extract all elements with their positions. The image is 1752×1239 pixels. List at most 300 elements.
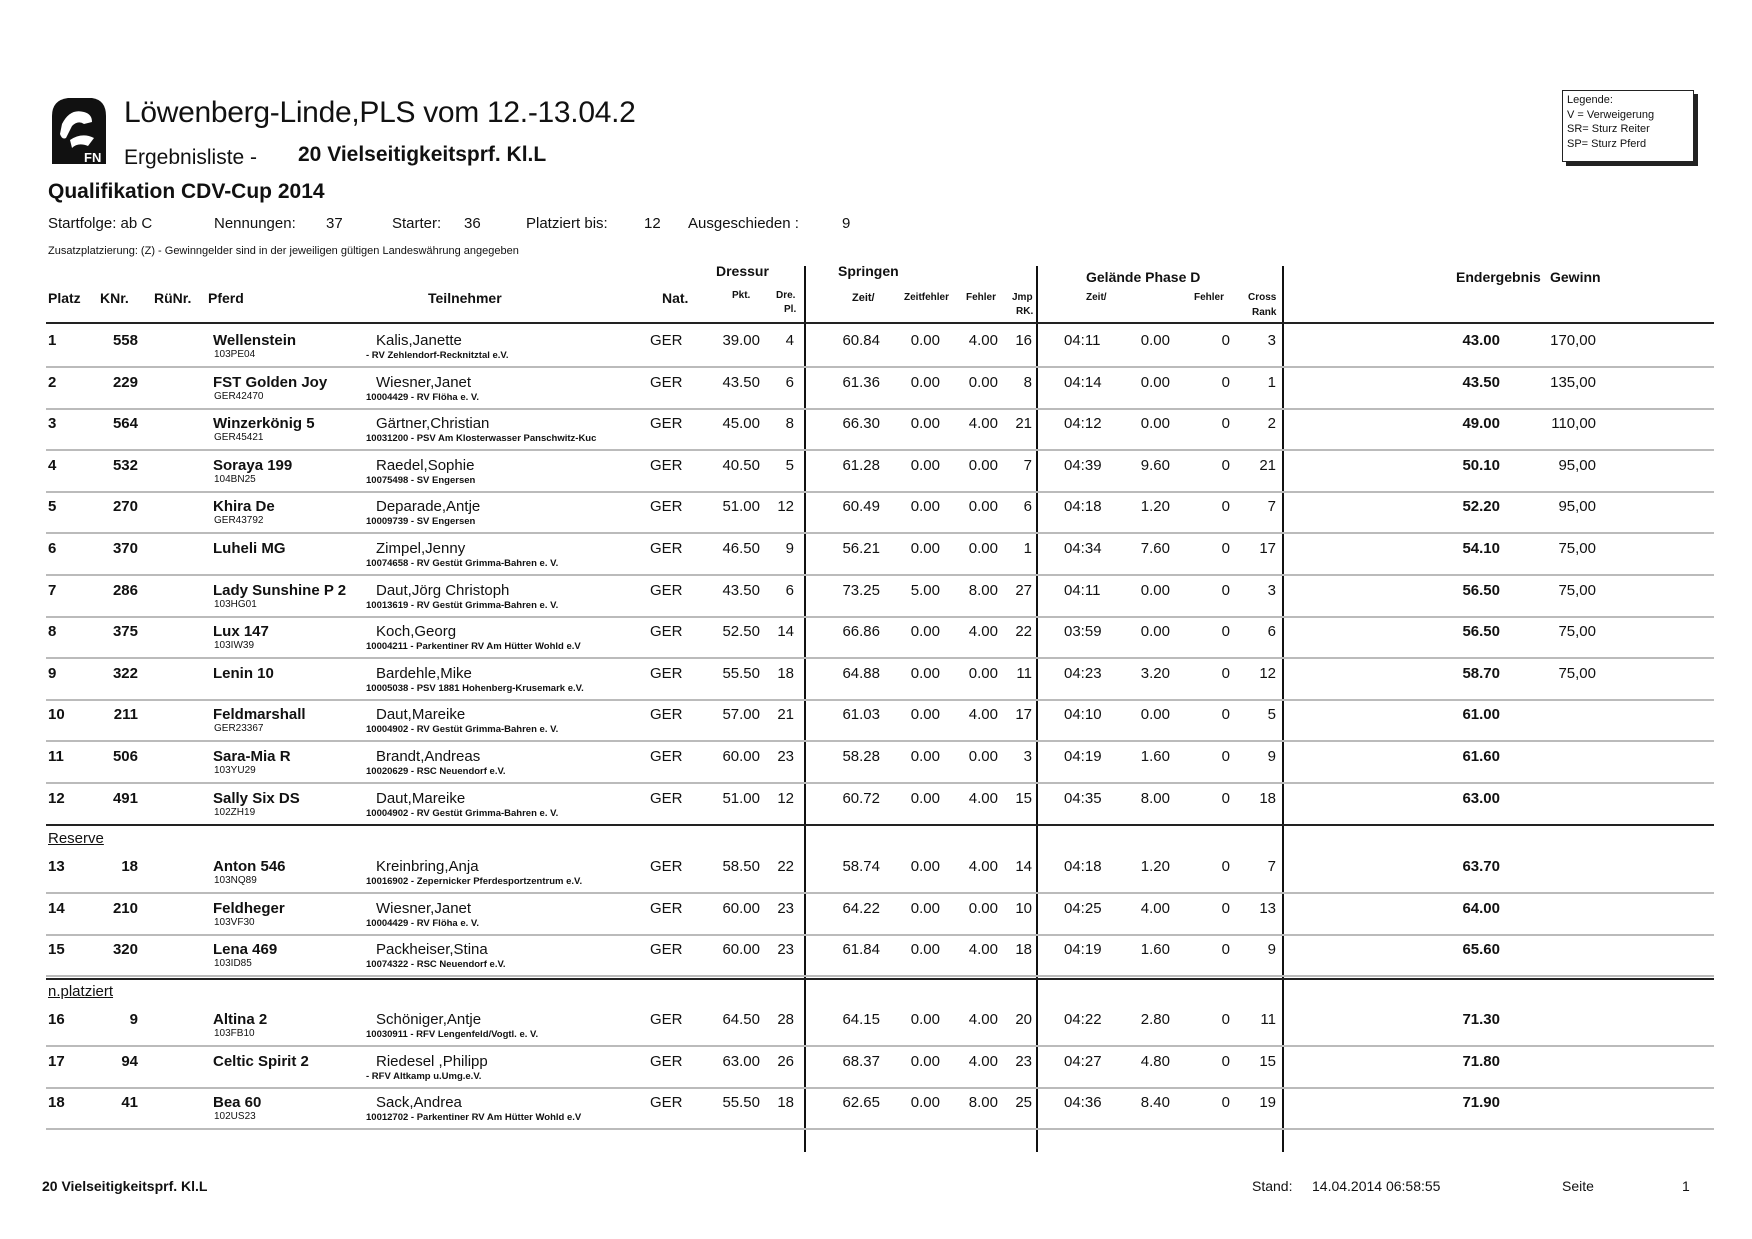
cell-s-f: 8.00 bbox=[968, 582, 998, 599]
cell-s-zf: 0.00 bbox=[910, 332, 940, 349]
cell-horse-id: GER42470 bbox=[214, 391, 264, 402]
cell-club: 10074658 - RV Gestüt Grimma-Bahren e. V. bbox=[366, 558, 559, 569]
col-knr: KNr. bbox=[100, 290, 129, 306]
cell-pkt: 63.00 bbox=[722, 1053, 760, 1070]
cell-platz: 1 bbox=[48, 332, 57, 349]
cell-club: 10074322 - RSC Neuendorf e.V. bbox=[366, 959, 506, 970]
cell-horse-id: 103HG01 bbox=[214, 599, 257, 610]
cell-rank: 11 bbox=[1260, 1011, 1276, 1028]
cell-platz: 11 bbox=[48, 748, 64, 765]
cell-g-f: 0 bbox=[1221, 858, 1230, 875]
cell-name: Kalis,Janette bbox=[376, 332, 462, 349]
cell-nat: GER bbox=[650, 900, 683, 917]
cell-end: 64.00 bbox=[1462, 900, 1500, 917]
cell-rank: 7 bbox=[1267, 498, 1276, 515]
cell-pkt: 51.00 bbox=[722, 790, 760, 807]
col-springen: Springen bbox=[838, 263, 899, 279]
cell-g-zeit: 04:35 bbox=[1064, 790, 1102, 807]
cell-g-zf: 8.40 bbox=[1140, 1094, 1170, 1111]
cell-s-f: 0.00 bbox=[968, 540, 998, 557]
qualification-title: Qualifikation CDV-Cup 2014 bbox=[48, 180, 325, 203]
cell-gewinn: 75,00 bbox=[1558, 623, 1596, 640]
cell-pkt: 60.00 bbox=[722, 748, 760, 765]
cell-g-zeit: 04:36 bbox=[1064, 1094, 1102, 1111]
cell-club: 10004902 - RV Gestüt Grimma-Bahren e. V. bbox=[366, 808, 559, 819]
cell-s-zeit: 58.74 bbox=[842, 858, 880, 875]
cell-g-zeit: 04:11 bbox=[1064, 332, 1101, 349]
cell-jmp: 17 bbox=[1015, 706, 1032, 723]
cell-s-zf: 0.00 bbox=[910, 540, 940, 557]
cell-horse-id: GER43792 bbox=[214, 515, 264, 526]
table-row bbox=[0, 617, 1752, 659]
cell-s-f: 4.00 bbox=[968, 790, 998, 807]
cell-jmp: 3 bbox=[1023, 748, 1032, 765]
cell-end: 61.00 bbox=[1462, 706, 1500, 723]
cell-s-zf: 0.00 bbox=[910, 665, 940, 682]
cell-g-f: 0 bbox=[1221, 790, 1230, 807]
footer-seite-value: 1 bbox=[1682, 1178, 1690, 1194]
cell-horse-id: 103FB10 bbox=[214, 1028, 255, 1039]
cell-g-f: 0 bbox=[1221, 623, 1230, 640]
cell-g-zf: 9.60 bbox=[1140, 457, 1170, 474]
cell-gewinn: 75,00 bbox=[1558, 582, 1596, 599]
footer-event: 20 Vielseitigkeitsprf. Kl.L bbox=[42, 1178, 208, 1194]
cell-g-f: 0 bbox=[1221, 900, 1230, 917]
cell-rank: 7 bbox=[1267, 858, 1276, 875]
cell-pkt: 55.50 bbox=[722, 1094, 760, 1111]
cell-name: Zimpel,Jenny bbox=[376, 540, 466, 557]
cell-knr: 270 bbox=[112, 498, 138, 515]
cell-name: Raedel,Sophie bbox=[376, 457, 475, 474]
cell-dpl: 14 bbox=[777, 623, 794, 640]
col-gewinn: Gewinn bbox=[1550, 269, 1601, 285]
col-pkt: Pkt. bbox=[732, 290, 751, 301]
cell-s-zf: 0.00 bbox=[910, 790, 940, 807]
table-row bbox=[0, 1047, 1752, 1089]
cell-platz: 3 bbox=[48, 415, 57, 432]
cell-g-f: 0 bbox=[1221, 498, 1230, 515]
cell-pferd: Celtic Spirit 2 bbox=[213, 1053, 309, 1070]
cell-horse-id: 103VF30 bbox=[214, 917, 255, 928]
cell-horse-id: 104BN25 bbox=[214, 474, 256, 485]
cell-g-f: 0 bbox=[1221, 457, 1230, 474]
cell-g-zeit: 04:22 bbox=[1064, 1011, 1102, 1028]
col-nat: Nat. bbox=[662, 290, 689, 306]
cell-end: 65.60 bbox=[1462, 941, 1500, 958]
cell-name: Daut,Mareike bbox=[376, 790, 466, 807]
cell-g-zf: 1.20 bbox=[1140, 858, 1170, 875]
col-ruenr: RüNr. bbox=[154, 290, 192, 306]
cell-knr: 211 bbox=[113, 706, 138, 723]
cell-pferd: Feldheger bbox=[213, 900, 285, 917]
cell-rank: 2 bbox=[1267, 415, 1276, 432]
cell-pferd: Lux 147 bbox=[213, 623, 269, 640]
cell-gewinn: 110,00 bbox=[1551, 415, 1596, 432]
cell-rank: 17 bbox=[1259, 540, 1276, 557]
cell-platz: 2 bbox=[48, 374, 57, 391]
cell-s-zf: 0.00 bbox=[910, 748, 940, 765]
cell-horse-id: 103NQ89 bbox=[214, 875, 257, 886]
table-row bbox=[0, 742, 1752, 784]
cell-name: Sack,Andrea bbox=[376, 1094, 462, 1111]
cell-end: 52.20 bbox=[1462, 498, 1500, 515]
cell-platz: 17 bbox=[48, 1053, 65, 1070]
cell-g-f: 0 bbox=[1221, 1094, 1230, 1111]
cell-club: 10016902 - Zepernicker Pferdesportzentrum e.V. bbox=[366, 876, 583, 887]
starter-value: 36 bbox=[464, 215, 481, 232]
cell-pkt: 60.00 bbox=[722, 941, 760, 958]
cell-dpl: 6 bbox=[785, 582, 794, 599]
cell-jmp: 25 bbox=[1015, 1094, 1032, 1111]
cell-rank: 21 bbox=[1259, 457, 1276, 474]
logo-text: FN bbox=[84, 150, 102, 165]
cell-club: 10004429 - RV Flöha e. V. bbox=[366, 392, 480, 403]
cell-g-zf: 0.00 bbox=[1140, 623, 1170, 640]
cell-g-zf: 4.00 bbox=[1140, 900, 1170, 917]
cell-knr: 532 bbox=[112, 457, 138, 474]
cell-nat: GER bbox=[650, 941, 683, 958]
cell-dpl: 18 bbox=[777, 1094, 794, 1111]
cell-g-zeit: 03:59 bbox=[1064, 623, 1102, 640]
cell-s-zf: 0.00 bbox=[910, 457, 940, 474]
cell-rank: 6 bbox=[1267, 623, 1276, 640]
legend-box bbox=[1562, 90, 1694, 162]
cell-g-zeit: 04:14 bbox=[1064, 374, 1102, 391]
cell-knr: 18 bbox=[121, 858, 138, 875]
cell-pferd: Wellenstein bbox=[213, 332, 297, 349]
cell-g-zeit: 04:39 bbox=[1064, 457, 1102, 474]
cell-name: Riedesel ,Philipp bbox=[376, 1053, 488, 1070]
cell-name: Wiesner,Janet bbox=[376, 900, 472, 917]
cell-g-zeit: 04:18 bbox=[1064, 858, 1102, 875]
cell-club: 10031200 - PSV Am Klosterwasser Panschwitz-Kuc bbox=[366, 433, 597, 444]
cell-end: 54.10 bbox=[1462, 540, 1500, 557]
col-s-zeit: Zeit/ bbox=[852, 292, 875, 304]
cell-pferd: Lenin 10 bbox=[213, 665, 274, 682]
cell-g-f: 0 bbox=[1221, 415, 1230, 432]
cell-s-f: 0.00 bbox=[968, 900, 998, 917]
cell-g-f: 0 bbox=[1221, 540, 1230, 557]
cell-club: 10004429 - RV Flöha e. V. bbox=[366, 918, 480, 929]
cell-knr: 229 bbox=[112, 374, 138, 391]
cell-horse-id: 103YU29 bbox=[214, 765, 256, 776]
section-rule bbox=[46, 824, 1714, 826]
cell-dpl: 5 bbox=[785, 457, 794, 474]
cell-name: Koch,Georg bbox=[376, 623, 457, 640]
cell-nat: GER bbox=[650, 332, 683, 349]
cell-end: 56.50 bbox=[1462, 582, 1500, 599]
cell-nat: GER bbox=[650, 665, 683, 682]
cell-g-zf: 1.60 bbox=[1140, 748, 1170, 765]
cell-s-f: 4.00 bbox=[968, 858, 998, 875]
cell-dpl: 23 bbox=[777, 748, 794, 765]
cell-rank: 1 bbox=[1267, 374, 1276, 391]
cell-name: Wiesner,Janet bbox=[376, 374, 472, 391]
cell-s-zeit: 61.36 bbox=[842, 374, 880, 391]
cell-s-zf: 0.00 bbox=[910, 374, 940, 391]
cell-end: 43.50 bbox=[1462, 374, 1500, 391]
cell-platz: 6 bbox=[48, 540, 57, 557]
section-rule bbox=[46, 978, 1714, 980]
cell-g-zeit: 04:10 bbox=[1064, 706, 1102, 723]
col-dre: Dre. bbox=[776, 290, 796, 301]
cell-s-zeit: 66.86 bbox=[842, 623, 880, 640]
cell-name: Deparade,Antje bbox=[376, 498, 481, 515]
cell-pferd: Sally Six DS bbox=[213, 790, 300, 807]
cell-nat: GER bbox=[650, 540, 683, 557]
cell-platz: 16 bbox=[48, 1011, 65, 1028]
cell-g-zf: 0.00 bbox=[1140, 415, 1170, 432]
cell-knr: 322 bbox=[112, 665, 138, 682]
cell-knr: 564 bbox=[112, 415, 138, 432]
cell-horse-id: 103PE04 bbox=[214, 349, 256, 360]
cell-s-zeit: 60.72 bbox=[842, 790, 880, 807]
cell-s-zf: 0.00 bbox=[910, 941, 940, 958]
cell-s-zeit: 64.88 bbox=[842, 665, 880, 682]
cell-s-f: 4.00 bbox=[968, 1053, 998, 1070]
cell-end: 71.90 bbox=[1462, 1094, 1500, 1111]
row-divider bbox=[46, 1128, 1714, 1130]
cell-dpl: 12 bbox=[777, 498, 794, 515]
cell-platz: 18 bbox=[48, 1094, 65, 1111]
cell-pkt: 45.00 bbox=[722, 415, 760, 432]
cell-g-zf: 3.20 bbox=[1140, 665, 1170, 682]
cell-rank: 15 bbox=[1259, 1053, 1276, 1070]
cell-nat: GER bbox=[650, 858, 683, 875]
cell-dpl: 23 bbox=[777, 941, 794, 958]
cell-name: Schöniger,Antje bbox=[376, 1011, 482, 1028]
cell-s-zf: 0.00 bbox=[910, 1011, 940, 1028]
startfolge: Startfolge: ab C bbox=[48, 215, 153, 232]
table-row bbox=[0, 1005, 1752, 1047]
cell-jmp: 11 bbox=[1016, 665, 1032, 682]
cell-name: Packheiser,Stina bbox=[376, 941, 488, 958]
cell-pferd: Lady Sunshine P 2 bbox=[213, 582, 347, 599]
cell-dpl: 23 bbox=[777, 900, 794, 917]
cell-horse-id: 102US23 bbox=[214, 1111, 256, 1122]
cell-pkt: 57.00 bbox=[722, 706, 760, 723]
cell-g-zeit: 04:34 bbox=[1064, 540, 1102, 557]
col-cross: Cross bbox=[1248, 292, 1277, 303]
cell-knr: 320 bbox=[112, 941, 138, 958]
cell-jmp: 23 bbox=[1015, 1053, 1032, 1070]
table-row bbox=[0, 1088, 1752, 1130]
cell-dpl: 9 bbox=[785, 540, 794, 557]
event-name: 20 Vielseitigkeitsprf. Kl.L bbox=[298, 143, 547, 166]
cell-gewinn: 95,00 bbox=[1558, 457, 1596, 474]
cell-nat: GER bbox=[650, 582, 683, 599]
cell-nat: GER bbox=[650, 498, 683, 515]
cell-g-zeit: 04:25 bbox=[1064, 900, 1102, 917]
cell-club: 10013619 - RV Gestüt Grimma-Bahren e. V. bbox=[366, 600, 559, 611]
cell-g-zf: 0.00 bbox=[1140, 374, 1170, 391]
cell-name: Kreinbring,Anja bbox=[376, 858, 479, 875]
cell-name: Bardehle,Mike bbox=[376, 665, 472, 682]
cell-knr: 375 bbox=[112, 623, 138, 640]
ausgeschieden-value: 9 bbox=[842, 215, 851, 232]
cell-gewinn: 75,00 bbox=[1558, 665, 1596, 682]
cell-nat: GER bbox=[650, 706, 683, 723]
cell-g-zf: 4.80 bbox=[1140, 1053, 1170, 1070]
cell-s-f: 4.00 bbox=[968, 1011, 998, 1028]
table-row bbox=[0, 534, 1752, 576]
cell-s-zeit: 60.49 bbox=[842, 498, 880, 515]
cell-pkt: 55.50 bbox=[722, 665, 760, 682]
cell-s-zeit: 64.15 bbox=[842, 1011, 880, 1028]
cell-platz: 5 bbox=[48, 498, 57, 515]
cell-rank: 5 bbox=[1267, 706, 1276, 723]
cell-knr: 558 bbox=[112, 332, 138, 349]
cell-pkt: 51.00 bbox=[722, 498, 760, 515]
cell-jmp: 18 bbox=[1015, 941, 1032, 958]
cell-s-f: 0.00 bbox=[968, 374, 998, 391]
cell-g-f: 0 bbox=[1221, 1053, 1230, 1070]
cell-club: 10009739 - SV Engersen bbox=[366, 516, 476, 527]
cell-end: 71.80 bbox=[1462, 1053, 1500, 1070]
col-teilnehmer: Teilnehmer bbox=[428, 290, 502, 306]
cell-s-zf: 0.00 bbox=[910, 1053, 940, 1070]
table-row bbox=[0, 368, 1752, 410]
cell-g-zeit: 04:11 bbox=[1064, 582, 1101, 599]
cell-dpl: 28 bbox=[777, 1011, 794, 1028]
cell-g-zeit: 04:23 bbox=[1064, 665, 1102, 682]
cell-knr: 9 bbox=[129, 1011, 138, 1028]
cell-nat: GER bbox=[650, 415, 683, 432]
cell-rank: 9 bbox=[1267, 748, 1276, 765]
cell-s-zeit: 62.65 bbox=[842, 1094, 880, 1111]
cell-s-zeit: 66.30 bbox=[842, 415, 880, 432]
cell-g-zf: 0.00 bbox=[1140, 332, 1170, 349]
cell-nat: GER bbox=[650, 1011, 683, 1028]
col-pl: Pl. bbox=[784, 304, 797, 315]
cell-s-zeit: 64.22 bbox=[842, 900, 880, 917]
cell-horse-id: 103ID85 bbox=[214, 958, 252, 969]
platziert-label: Platziert bis: bbox=[526, 215, 608, 232]
cell-end: 58.70 bbox=[1462, 665, 1500, 682]
cell-club: 10005038 - PSV 1881 Hohenberg-Krusemark e.V. bbox=[366, 683, 584, 694]
cell-pkt: 46.50 bbox=[722, 540, 760, 557]
cell-club: 10020629 - RSC Neuendorf e.V. bbox=[366, 766, 506, 777]
cell-rank: 13 bbox=[1259, 900, 1276, 917]
table-row bbox=[0, 659, 1752, 701]
cell-horse-id: GER23367 bbox=[214, 723, 264, 734]
col-s-fehler: Fehler bbox=[966, 292, 997, 303]
cell-nat: GER bbox=[650, 748, 683, 765]
cell-jmp: 14 bbox=[1015, 858, 1032, 875]
cell-s-zf: 0.00 bbox=[910, 498, 940, 515]
cell-gewinn: 135,00 bbox=[1550, 374, 1596, 391]
table-row bbox=[0, 492, 1752, 534]
cell-s-f: 0.00 bbox=[968, 665, 998, 682]
cell-nat: GER bbox=[650, 1053, 683, 1070]
cell-knr: 506 bbox=[112, 748, 138, 765]
cell-nat: GER bbox=[650, 790, 683, 807]
cell-jmp: 6 bbox=[1023, 498, 1032, 515]
ausgeschieden-label: Ausgeschieden : bbox=[688, 215, 799, 232]
legend-title: Legende: bbox=[1567, 94, 1613, 106]
cell-g-f: 0 bbox=[1221, 665, 1230, 682]
cell-jmp: 1 bbox=[1023, 540, 1032, 557]
cell-g-zf: 1.20 bbox=[1140, 498, 1170, 515]
cell-knr: 491 bbox=[112, 790, 138, 807]
cell-name: Daut,Mareike bbox=[376, 706, 466, 723]
cell-pkt: 58.50 bbox=[722, 858, 760, 875]
table-row bbox=[0, 935, 1752, 977]
cell-g-zf: 7.60 bbox=[1140, 540, 1170, 557]
cell-platz: 14 bbox=[48, 900, 65, 917]
cell-end: 61.60 bbox=[1462, 748, 1500, 765]
col-platz: Platz bbox=[48, 290, 81, 306]
cell-g-f: 0 bbox=[1221, 1011, 1230, 1028]
cell-g-zf: 0.00 bbox=[1140, 706, 1170, 723]
cell-g-zeit: 04:19 bbox=[1064, 748, 1102, 765]
cell-dpl: 26 bbox=[777, 1053, 794, 1070]
col-dressur: Dressur bbox=[716, 263, 769, 279]
table-row bbox=[0, 852, 1752, 894]
cell-g-zf: 8.00 bbox=[1140, 790, 1170, 807]
cell-platz: 10 bbox=[48, 706, 65, 723]
cell-end: 43.00 bbox=[1462, 332, 1500, 349]
cell-nat: GER bbox=[650, 374, 683, 391]
legend-item: SR= Sturz Reiter bbox=[1567, 123, 1650, 135]
reserve-label: Reserve bbox=[48, 830, 104, 847]
cell-name: Gärtner,Christian bbox=[376, 415, 490, 432]
cell-s-zeit: 73.25 bbox=[842, 582, 880, 599]
cell-platz: 7 bbox=[48, 582, 57, 599]
cell-platz: 13 bbox=[48, 858, 65, 875]
cell-g-zf: 0.00 bbox=[1140, 582, 1170, 599]
cell-dpl: 6 bbox=[785, 374, 794, 391]
cell-knr: 370 bbox=[112, 540, 138, 557]
cell-end: 63.70 bbox=[1462, 858, 1500, 875]
cell-g-f: 0 bbox=[1221, 748, 1230, 765]
cell-s-f: 4.00 bbox=[968, 941, 998, 958]
cell-dpl: 8 bbox=[785, 415, 794, 432]
cell-nat: GER bbox=[650, 1094, 683, 1111]
cell-club: 10004902 - RV Gestüt Grimma-Bahren e. V. bbox=[366, 724, 559, 735]
cell-platz: 8 bbox=[48, 623, 57, 640]
cell-knr: 94 bbox=[121, 1053, 138, 1070]
cell-s-zeit: 56.21 bbox=[842, 540, 880, 557]
cell-jmp: 20 bbox=[1015, 1011, 1032, 1028]
col-g-zeit: Zeit/ bbox=[1086, 292, 1107, 303]
cell-club: 10004211 - Parkentiner RV Am Hütter Wohld e.V bbox=[366, 641, 581, 652]
cell-s-zeit: 68.37 bbox=[842, 1053, 880, 1070]
header-rule bbox=[46, 322, 1714, 324]
cell-s-zeit: 60.84 bbox=[842, 332, 880, 349]
cell-rank: 3 bbox=[1267, 582, 1276, 599]
cell-jmp: 27 bbox=[1015, 582, 1032, 599]
cell-knr: 41 bbox=[121, 1094, 138, 1111]
cell-nat: GER bbox=[650, 457, 683, 474]
cell-g-f: 0 bbox=[1221, 706, 1230, 723]
result-list-label: Ergebnisliste - bbox=[124, 146, 258, 169]
cell-gewinn: 170,00 bbox=[1550, 332, 1596, 349]
cell-s-zeit: 61.03 bbox=[842, 706, 880, 723]
cell-knr: 210 bbox=[112, 900, 138, 917]
cell-pferd: Sara-Mia R bbox=[213, 748, 291, 765]
cell-g-zf: 1.60 bbox=[1140, 941, 1170, 958]
col-gelaende: Gelände Phase D bbox=[1086, 269, 1201, 285]
cell-name: Brandt,Andreas bbox=[376, 748, 481, 765]
cell-jmp: 7 bbox=[1023, 457, 1032, 474]
cell-pferd: Khira De bbox=[213, 498, 275, 515]
cell-jmp: 22 bbox=[1015, 623, 1032, 640]
cell-dpl: 12 bbox=[777, 790, 794, 807]
starter-label: Starter: bbox=[392, 215, 442, 232]
cell-s-zf: 0.00 bbox=[910, 858, 940, 875]
zusatz-note: Zusatzplatzierung: (Z) - Gewinngelder sind in der jeweiligen gültigen Landeswährung angegeben bbox=[48, 245, 519, 257]
